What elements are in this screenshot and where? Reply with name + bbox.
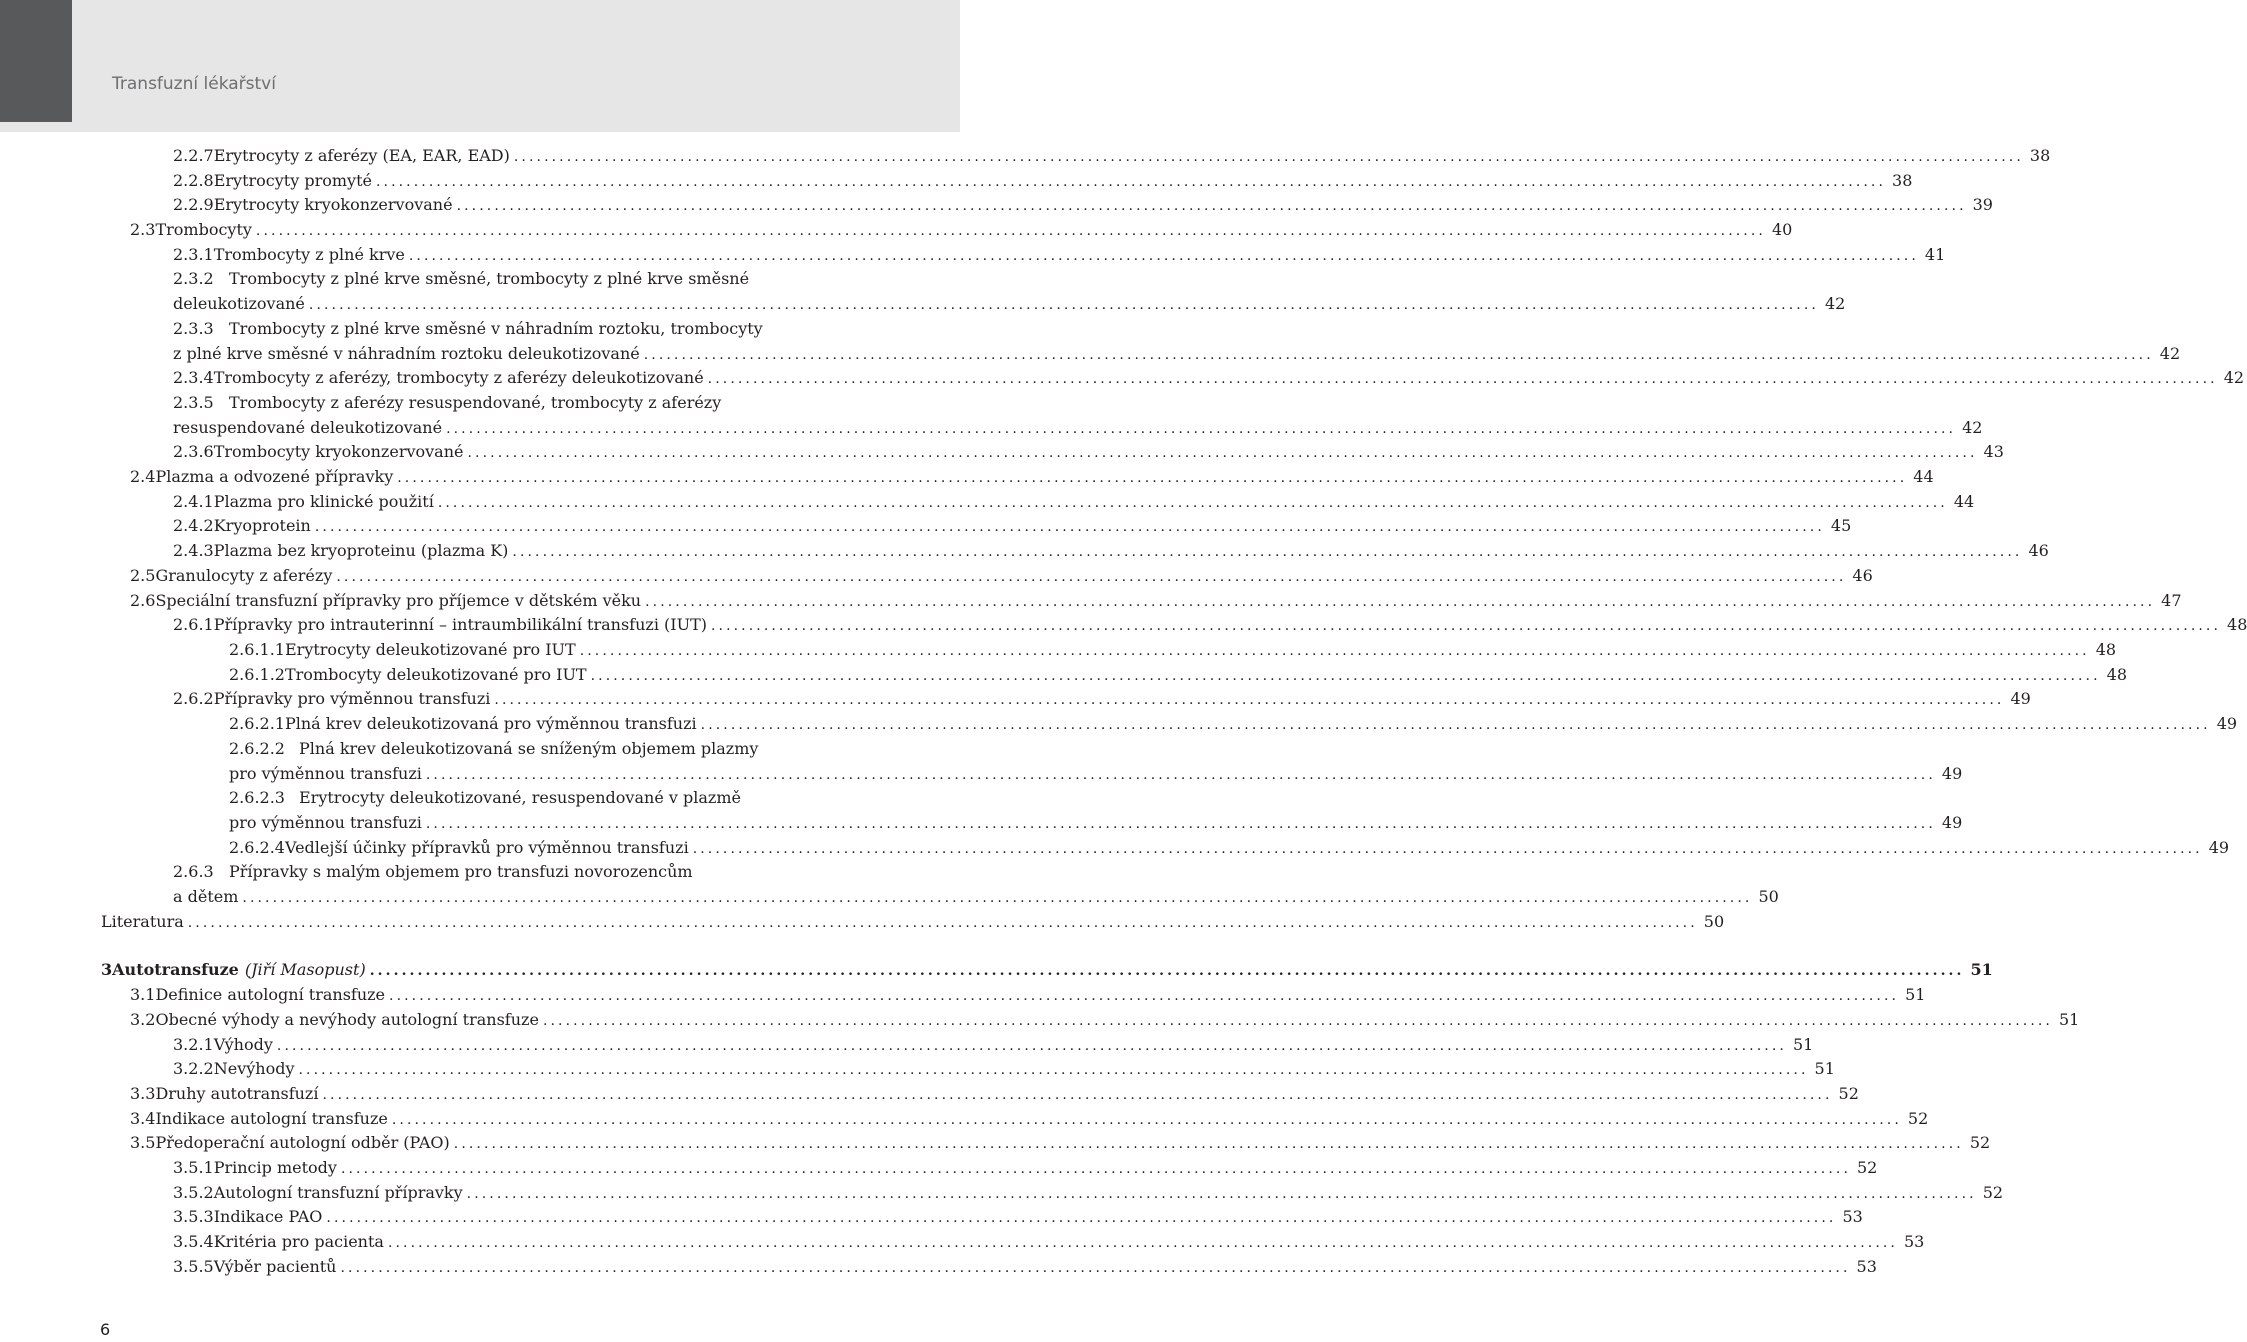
toc-entry-page: 38 bbox=[2029, 146, 2051, 165]
toc-entry[interactable] bbox=[173, 862, 830, 884]
dot-leader: ........................................................................................................................................................................................................ bbox=[513, 149, 2024, 165]
toc-entry-title: Trombocyty z plné krve směsné v náhradním roztoku, trombocyty bbox=[229, 319, 763, 338]
toc-entry-title: Indikace autologní transfuze bbox=[155, 1109, 388, 1128]
toc-entry-title: Výběr pacientů bbox=[213, 1257, 337, 1276]
toc-entry-number: 3.2 bbox=[130, 1010, 156, 1029]
toc-entry-title: Druhy autotransfuzí bbox=[155, 1084, 319, 1103]
toc-entry-page: 53 bbox=[1903, 1232, 1925, 1251]
dot-leader: ........................................................................................................................................................................................................ bbox=[375, 174, 1887, 190]
toc-entry[interactable] bbox=[173, 195, 1993, 217]
toc-entry[interactable] bbox=[229, 813, 1963, 835]
toc-entry-number: 2.4.1 bbox=[173, 492, 214, 511]
toc-entry-page: 52 bbox=[1907, 1109, 1929, 1128]
toc-entry-number: 2.2.9 bbox=[173, 195, 214, 214]
dot-leader: ........................................................................................................................................................................................................ bbox=[437, 495, 1948, 511]
dot-leader: ........................................................................................................................................................................................................ bbox=[369, 963, 1965, 979]
toc-entry[interactable] bbox=[173, 294, 1846, 316]
dot-leader: ........................................................................................................................................................................................................ bbox=[446, 421, 1957, 437]
toc-entry-number: 2.2.7 bbox=[173, 146, 214, 165]
toc-entry-page: 52 bbox=[1838, 1084, 1859, 1103]
toc-entry-number: 3.5.4 bbox=[173, 1232, 214, 1251]
toc-entry-number: 2.3 bbox=[130, 220, 156, 239]
toc-entry-title: Granulocyty z aferézy bbox=[155, 566, 333, 585]
toc-entry[interactable] bbox=[173, 1059, 1835, 1081]
toc-entry-page: 52 bbox=[1857, 1158, 1878, 1177]
toc-entry[interactable] bbox=[173, 615, 2247, 637]
toc-entry-title: Erytrocyty deleukotizované, resuspendované v plazmě bbox=[299, 788, 741, 807]
dot-leader: ........................................................................................................................................................................................................ bbox=[387, 1235, 1898, 1251]
toc-entry-page: 50 bbox=[1758, 887, 1779, 906]
toc-entry-number: 2.4 bbox=[130, 467, 156, 486]
toc-entry-page: 51 bbox=[1792, 1035, 1814, 1054]
toc-entry[interactable] bbox=[229, 640, 2117, 662]
toc-entry-title: Speciální transfuzní přípravky pro příjemce v dětském věku bbox=[155, 591, 642, 610]
header-color-block bbox=[0, 0, 72, 122]
toc-entry-title: Erytrocyty promyté bbox=[213, 171, 372, 190]
dot-leader: ........................................................................................................................................................................................................ bbox=[340, 1161, 1851, 1177]
dot-leader: ........................................................................................................................................................................................................ bbox=[542, 1013, 2053, 1029]
toc-entry[interactable] bbox=[130, 1010, 2080, 1032]
toc-entry-number: 2.6.1.2 bbox=[229, 665, 285, 684]
toc-entry[interactable] bbox=[130, 220, 1793, 242]
toc-entry-number: 3.5.2 bbox=[173, 1183, 214, 1202]
toc-entry-page: 42 bbox=[1962, 418, 1983, 437]
toc-entry-title: Plazma bez kryoproteinu (plazma K) bbox=[213, 541, 509, 560]
toc-entry-title: pro výměnnou transfuzi bbox=[229, 813, 422, 832]
toc-entry[interactable] bbox=[130, 591, 2182, 613]
toc-entry-page: 49 bbox=[2010, 689, 2031, 708]
dot-leader: ........................................................................................................................................................................................................ bbox=[453, 1136, 1964, 1152]
toc-entry-page: 51 bbox=[1905, 985, 1926, 1004]
toc-entry-title: Nevýhody bbox=[213, 1059, 295, 1078]
toc-entry-page: 44 bbox=[1953, 492, 1975, 511]
toc-entry-page: 48 bbox=[2106, 665, 2128, 684]
dot-leader: ........................................................................................................................................................................................................ bbox=[391, 1112, 1902, 1128]
dot-leader: ........................................................................................................................................................................................................ bbox=[242, 890, 1753, 906]
toc-entry[interactable] bbox=[173, 319, 830, 341]
toc-entry-title: Trombocyty kryokonzervované bbox=[213, 442, 464, 461]
dot-leader: ........................................................................................................................................................................................................ bbox=[322, 1087, 1833, 1103]
toc-entry[interactable] bbox=[173, 418, 1983, 440]
dot-leader: ........................................................................................................................................................................................................ bbox=[425, 816, 1936, 832]
toc-entry[interactable] bbox=[130, 467, 1934, 489]
toc-entry-page: 42 bbox=[2159, 344, 2181, 363]
toc-entry-page: 53 bbox=[1842, 1207, 1863, 1226]
toc-entry[interactable] bbox=[229, 764, 1963, 786]
toc-entry-number: 2.5 bbox=[130, 566, 156, 585]
toc-entry[interactable] bbox=[173, 492, 1975, 514]
toc-entry[interactable] bbox=[173, 442, 2004, 464]
toc-entry-page: 46 bbox=[1852, 566, 1873, 585]
dot-leader: ........................................................................................................................................................................................................ bbox=[512, 544, 2023, 560]
toc-entry-page: 50 bbox=[1703, 912, 1725, 931]
toc-entry[interactable] bbox=[229, 665, 2128, 687]
dot-leader: ........................................................................................................................................................................................................ bbox=[700, 717, 2211, 733]
toc-entry-number: 3.1 bbox=[130, 985, 156, 1004]
toc-entry[interactable] bbox=[101, 960, 1993, 982]
toc-entry-page: 49 bbox=[1941, 813, 1963, 832]
toc-entry[interactable] bbox=[130, 985, 1926, 1007]
toc-entry-page: 47 bbox=[2161, 591, 2182, 610]
toc-entry-title: Vedlejší účinky přípravků pro výměnnou transfuzi bbox=[284, 838, 689, 857]
toc-entry-title: Plazma a odvozené přípravky bbox=[155, 467, 394, 486]
toc-entry-title: pro výměnnou transfuzi bbox=[229, 764, 422, 783]
dot-leader: ........................................................................................................................................................................................................ bbox=[298, 1062, 1809, 1078]
dot-leader: ........................................................................................................................................................................................................ bbox=[314, 519, 1825, 535]
toc-entry[interactable] bbox=[173, 245, 1946, 267]
toc-entry[interactable] bbox=[173, 887, 1779, 909]
toc-entry-page: 51 bbox=[1814, 1059, 1835, 1078]
dot-leader: ........................................................................................................................................................................................................ bbox=[467, 445, 1978, 461]
toc-entry[interactable] bbox=[173, 1183, 2004, 1205]
toc-entry-number: 3.2.1 bbox=[173, 1035, 214, 1054]
toc-entry-number: 3.5.3 bbox=[173, 1207, 214, 1226]
toc-entry-title: Přípravky pro výměnnou transfuzi bbox=[213, 689, 491, 708]
toc-entry[interactable] bbox=[130, 1109, 1929, 1131]
toc-entry[interactable] bbox=[173, 171, 1913, 193]
toc-entry-number: 2.6.1.1 bbox=[229, 640, 285, 659]
toc-entry-title: Předoperační autologní odběr (PAO) bbox=[155, 1133, 450, 1152]
toc-entry-title: Kryoprotein bbox=[213, 516, 311, 535]
toc-entry-title: Přípravky s malým objemem pro transfuzi novorozencům bbox=[229, 862, 693, 881]
header-band bbox=[0, 0, 960, 132]
dot-leader: ........................................................................................................................................................................................................ bbox=[276, 1038, 1787, 1054]
toc-entry-title: Autotransfuze bbox=[112, 960, 239, 979]
toc-entry-title: Plná krev deleukotizovaná se sníženým objemem plazmy bbox=[299, 739, 759, 758]
toc-entry-number: 2.3.5 bbox=[173, 393, 214, 412]
toc-entry-number: 3.3 bbox=[130, 1084, 156, 1103]
toc-entry-number: 2.3.6 bbox=[173, 442, 214, 461]
toc-entry-number: 2.6.2.1 bbox=[229, 714, 285, 733]
toc-entry-number: 2.3.1 bbox=[173, 245, 214, 264]
toc-entry-number: 2.6.2.3 bbox=[229, 788, 285, 807]
toc-entry-number: 2.6.2.2 bbox=[229, 739, 285, 758]
toc-entry-title: Plazma pro klinické použití bbox=[213, 492, 434, 511]
toc-entry-title: Kritéria pro pacienta bbox=[213, 1232, 384, 1251]
toc-entry-title: deleukotizované bbox=[173, 294, 305, 313]
toc-entry-page: 42 bbox=[2223, 368, 2245, 387]
toc-entry-title: Indikace PAO bbox=[213, 1207, 323, 1226]
toc-entry[interactable] bbox=[229, 739, 830, 761]
toc-entry-title: Princip metody bbox=[213, 1158, 337, 1177]
dot-leader: ........................................................................................................................................................................................................ bbox=[579, 643, 2090, 659]
toc-entry-number: 3.5 bbox=[130, 1133, 156, 1152]
dot-leader: ........................................................................................................................................................................................................ bbox=[645, 594, 2156, 610]
dot-leader: ........................................................................................................................................................................................................ bbox=[425, 767, 1936, 783]
toc-entry-title: resuspendované deleukotizované bbox=[173, 418, 443, 437]
dot-leader: ........................................................................................................................................................................................................ bbox=[255, 223, 1766, 239]
dot-leader: ........................................................................................................................................................................................................ bbox=[397, 470, 1908, 486]
dot-leader: ........................................................................................................................................................................................................ bbox=[308, 297, 1819, 313]
toc-entry-title: Erytrocyty deleukotizované pro IUT bbox=[284, 640, 576, 659]
toc-entry-page: 41 bbox=[1924, 245, 1946, 264]
toc-entry-title: Trombocyty z plné krve bbox=[213, 245, 405, 264]
toc-entry[interactable] bbox=[130, 1084, 1859, 1106]
toc-entry-number: 2.2.8 bbox=[173, 171, 214, 190]
toc-entry-page: 40 bbox=[1771, 220, 1793, 239]
running-header-title: Transfuzní lékařství bbox=[112, 74, 276, 94]
toc-entry-title: Trombocyty bbox=[155, 220, 252, 239]
toc-entry-number: 2.6 bbox=[130, 591, 156, 610]
toc-entry-page: 38 bbox=[1892, 171, 1913, 190]
toc-entry-title: Trombocyty deleukotizované pro IUT bbox=[284, 665, 587, 684]
toc-entry-title: Literatura bbox=[101, 912, 184, 931]
toc-entry[interactable] bbox=[173, 1257, 1877, 1279]
toc-entry[interactable] bbox=[173, 689, 2031, 711]
dot-leader: ........................................................................................................................................................................................................ bbox=[326, 1210, 1837, 1226]
toc-entry[interactable] bbox=[130, 566, 1873, 588]
toc-entry[interactable] bbox=[173, 368, 2245, 390]
toc-entry-page: 48 bbox=[2227, 615, 2247, 634]
toc-entry-page: 44 bbox=[1913, 467, 1934, 486]
dot-leader: ........................................................................................................................................................................................................ bbox=[643, 347, 2154, 363]
toc-entry[interactable] bbox=[229, 838, 2230, 860]
toc-entry-page: 51 bbox=[2058, 1010, 2080, 1029]
toc-entry[interactable] bbox=[173, 146, 2051, 168]
toc-entry-title: Autologní transfuzní přípravky bbox=[213, 1183, 463, 1202]
toc-entry-title: Trombocyty z aferézy resuspendované, trombocyty z aferézy bbox=[229, 393, 722, 412]
toc-entry-title: z plné krve směsné v náhradním roztoku deleukotizované bbox=[173, 344, 640, 363]
toc-entry-title: a dětem bbox=[173, 887, 239, 906]
toc-entry-page: 49 bbox=[2208, 838, 2230, 857]
toc-entry[interactable] bbox=[101, 912, 1725, 934]
toc-entry[interactable] bbox=[229, 714, 2238, 736]
dot-leader: ........................................................................................................................................................................................................ bbox=[494, 692, 2005, 708]
dot-leader: ........................................................................................................................................................................................................ bbox=[466, 1186, 1977, 1202]
toc-entry-author: (Jiří Masopust) bbox=[244, 960, 366, 979]
toc-entry[interactable] bbox=[173, 1158, 1878, 1180]
toc-entry-page: 49 bbox=[1941, 764, 1963, 783]
toc-entry-page: 51 bbox=[1970, 960, 1993, 979]
toc-entry-number: 2.3.2 bbox=[173, 269, 214, 288]
toc-entry-page: 49 bbox=[2216, 714, 2238, 733]
toc-entry[interactable] bbox=[130, 1133, 1991, 1155]
toc-entry-title: Plná krev deleukotizovaná pro výměnnou transfuzi bbox=[284, 714, 697, 733]
toc-entry-page: 42 bbox=[1824, 294, 1846, 313]
dot-leader: ........................................................................................................................................................................................................ bbox=[408, 248, 1919, 264]
dot-leader: ........................................................................................................................................................................................................ bbox=[590, 668, 2101, 684]
toc-entry-number: 3 bbox=[101, 960, 113, 979]
toc-entry-page: 52 bbox=[1982, 1183, 2004, 1202]
toc-entry-number: 3.2.2 bbox=[173, 1059, 214, 1078]
toc-entry-number: 2.4.2 bbox=[173, 516, 214, 535]
dot-leader: ........................................................................................................................................................................................................ bbox=[692, 841, 2203, 857]
toc-entry[interactable] bbox=[173, 1035, 1814, 1057]
toc-entry-number: 2.6.2.4 bbox=[229, 838, 285, 857]
toc-entry-number: 2.4.3 bbox=[173, 541, 214, 560]
toc-entry[interactable] bbox=[173, 269, 830, 291]
dot-leader: ........................................................................................................................................................................................................ bbox=[389, 988, 1900, 1004]
toc-entry-number: 2.6.2 bbox=[173, 689, 214, 708]
toc-entry[interactable] bbox=[173, 393, 830, 415]
toc-entry-page: 48 bbox=[2095, 640, 2117, 659]
toc-entry-page: 43 bbox=[1983, 442, 2004, 461]
dot-leader: ........................................................................................................................................................................................................ bbox=[456, 198, 1967, 214]
dot-leader: ........................................................................................................................................................................................................ bbox=[340, 1260, 1851, 1276]
toc-entry-title: Přípravky pro intrauterinní – intraumbilikální transfuzi (IUT) bbox=[213, 615, 707, 634]
toc-entry-title: Trombocyty z aferézy, trombocyty z aferézy deleukotizované bbox=[213, 368, 704, 387]
toc-entry-number: 2.6.1 bbox=[173, 615, 214, 634]
toc-entry[interactable] bbox=[173, 516, 1852, 538]
dot-leader: ........................................................................................................................................................................................................ bbox=[710, 618, 2222, 634]
toc-entry-number: 3.5.5 bbox=[173, 1257, 214, 1276]
toc-entry-title: Definice autologní transfuze bbox=[155, 985, 386, 1004]
toc-entry-title: Výhody bbox=[213, 1035, 273, 1054]
toc-entry-page: 39 bbox=[1972, 195, 1993, 214]
toc-entry-number: 2.3.3 bbox=[173, 319, 214, 338]
toc-entry-page: 46 bbox=[2028, 541, 2049, 560]
toc-entry[interactable] bbox=[229, 788, 830, 810]
toc-entry[interactable] bbox=[173, 344, 2181, 366]
toc-entry-page: 45 bbox=[1830, 516, 1852, 535]
toc-entry[interactable] bbox=[173, 1232, 1925, 1254]
toc-entry-title: Erytrocyty z aferézy (EA, EAR, EAD) bbox=[213, 146, 510, 165]
page-number: 6 bbox=[100, 1320, 111, 1339]
toc-entry[interactable] bbox=[173, 541, 2049, 563]
toc-entry-title: Erytrocyty kryokonzervované bbox=[213, 195, 453, 214]
toc-entry-title: Obecné výhody a nevýhody autologní transfuze bbox=[155, 1010, 539, 1029]
toc-entry-number: 3.5.1 bbox=[173, 1158, 214, 1177]
toc-entry-page: 52 bbox=[1969, 1133, 1991, 1152]
toc-entry-number: 3.4 bbox=[130, 1109, 156, 1128]
dot-leader: ........................................................................................................................................................................................................ bbox=[707, 371, 2218, 387]
toc-entry-title: Trombocyty z plné krve směsné, trombocyty z plné krve směsné bbox=[229, 269, 750, 288]
dot-leader: ........................................................................................................................................................................................................ bbox=[187, 915, 1698, 931]
toc-entry[interactable] bbox=[173, 1207, 1863, 1229]
dot-leader: ........................................................................................................................................................................................................ bbox=[336, 569, 1847, 585]
toc-entry-number: 2.3.4 bbox=[173, 368, 214, 387]
toc-entry-page: 53 bbox=[1856, 1257, 1877, 1276]
toc-entry-number: 2.6.3 bbox=[173, 862, 214, 881]
